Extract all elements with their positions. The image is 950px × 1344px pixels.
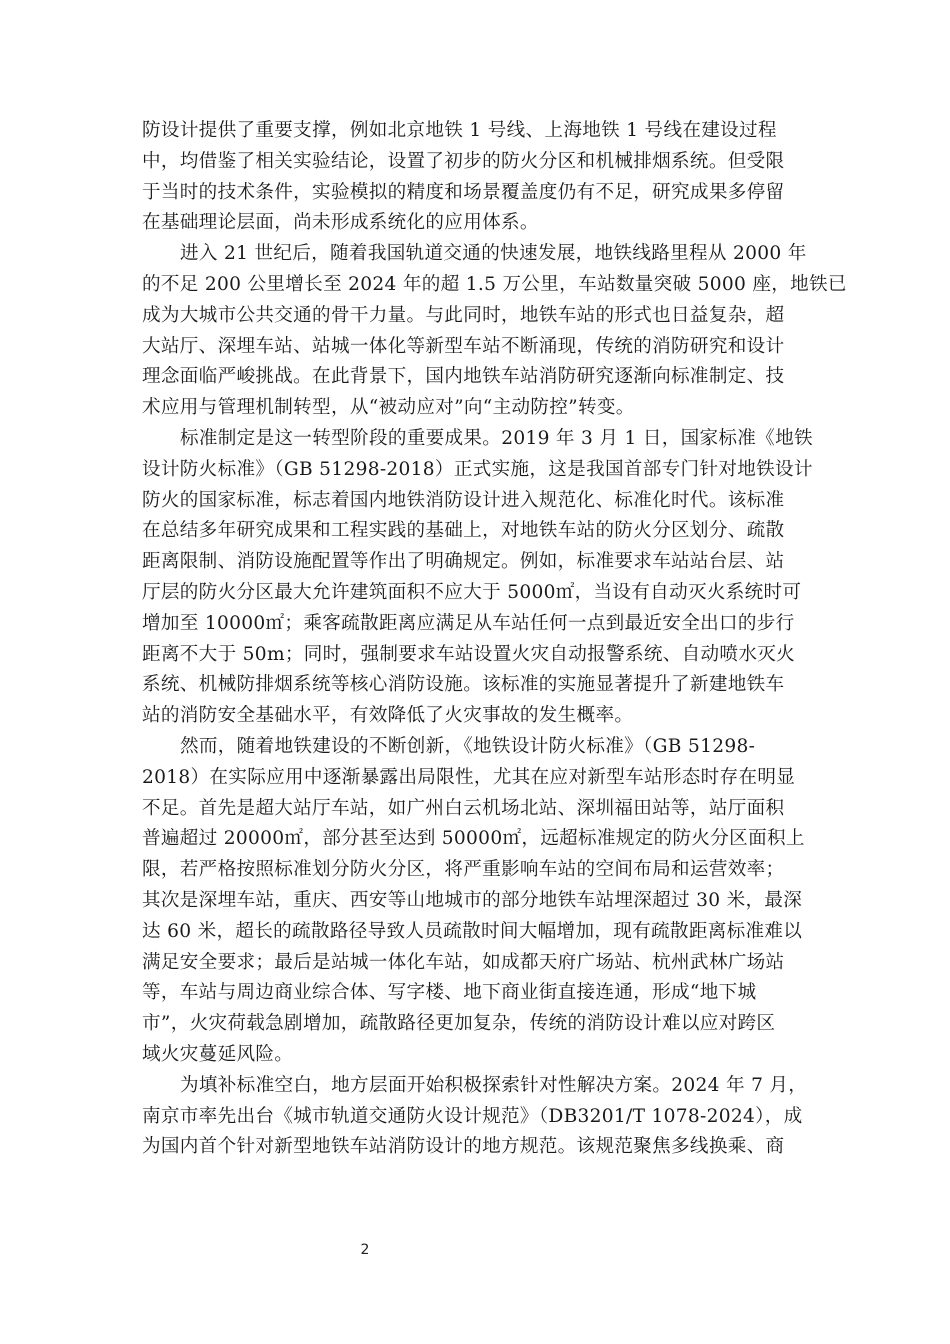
text-line: 标准制定是这一转型阶段的重要成果。2019 年 3 月 1 日，国家标准《地铁	[180, 427, 813, 449]
text-line: 防设计提供了重要支撑，例如北京地铁 1 号线、上海地铁 1 号线在建设过程	[142, 120, 777, 141]
text-line: 为填补标准空白，地方层面开始积极探索针对性解决方案。2024 年 7 月，	[180, 1074, 808, 1096]
text-line: 域火灾蔓延风险。	[142, 1043, 294, 1065]
text-line: 在基础理论层面，尚未形成系统化的应用体系。	[142, 212, 539, 234]
paragraph-5	[142, 1071, 808, 1163]
text-line: 于当时的技术条件，实验模拟的精度和场景覆盖度仍有不足，研究成果多停留	[142, 181, 785, 203]
text-line: 等，车站与周边商业综合体、写字楼、地下商业街直接连通，形成“地下城	[142, 982, 757, 1004]
text-line: 中，均借鉴了相关实验结论，设置了初步的防火分区和机械排烟系统。但受限	[142, 150, 785, 172]
page-number: 2	[360, 1242, 370, 1258]
text-line: 达 60 米，超长的疏散路径导致人员疏散时间大幅增加，现有疏散距离标准难以	[142, 920, 803, 942]
text-line: 成为大城市公共交通的骨干力量。与此同时，地铁车站的形式也日益复杂，超	[142, 304, 785, 326]
text-line: 普遍超过 20000㎡，部分甚至达到 50000㎡，远超标准规定的防火分区面积上	[142, 828, 805, 850]
text-line: 然而，随着地铁建设的不断创新，《地铁设计防火标准》（GB 51298-	[180, 735, 756, 757]
text-line: 系统、机械防排烟系统等核心消防设施。该标准的实施显著提升了新建地铁车	[142, 674, 785, 696]
text-line: 不足。首先是超大站厅车站，如广州白云机场北站、深圳福田站等，站厅面积	[142, 797, 785, 819]
text-line: 防火的国家标准，标志着国内地铁消防设计进入规范化、标准化时代。该标准	[142, 489, 785, 511]
text-line: 南京市率先出台《城市轨道交通防火设计规范》（DB3201/T 1078-2024），成	[142, 1105, 803, 1127]
text-line: 距离限制、消防设施配置等作出了明确规定。例如，标准要求车站站台层、站	[142, 551, 785, 573]
text-line: 其次是深埋车站，重庆、西安等山地城市的部分地铁车站埋深超过 30 米，最深	[142, 889, 803, 911]
text-line: 市”，火灾荷载急剧增加，疏散路径更加复杂，传统的消防设计难以应对跨区	[142, 1013, 776, 1035]
text-line: 2018）在实际应用中逐渐暴露出局限性，尤其在应对新型车站形态时存在明显	[142, 766, 796, 788]
text-line: 术应用与管理机制转型，从“被动应对”向“主动防控”转变。	[142, 397, 635, 419]
text-line: 厅层的防火分区最大允许建筑面积不应大于 5000㎡，当设有自动灭火系统时可	[142, 581, 802, 603]
text-line: 距离不大于 50m；同时，强制要求车站设置火灾自动报警系统、自动喷水灭火	[142, 643, 796, 665]
paragraph-1	[142, 116, 794, 239]
text-line: 的不足 200 公里增长至 2024 年的超 1.5 万公里，车站数量突破 5000 座，地铁已	[142, 273, 847, 295]
text-line: 设计防火标准》（GB 51298-2018）正式实施，这是我国首部专门针对地铁设计	[142, 458, 813, 480]
text-line: 进入 21 世纪后，随着我国轨道交通的快速发展，地铁线路里程从 2000 年	[180, 243, 807, 265]
paragraph-4	[142, 732, 805, 1071]
text-line: 在总结多年研究成果和工程实践的基础上，对地铁车站的防火分区划分、疏散	[142, 520, 785, 542]
text-line: 大站厅、深埋车站、站城一体化等新型车站不断涌现，传统的消防研究和设计	[142, 335, 785, 357]
paragraph-3	[142, 424, 813, 732]
body-text	[142, 116, 847, 1163]
paragraph-2	[142, 239, 847, 424]
text-line: 满足安全要求；最后是站城一体化车站，如成都天府广场站、杭州武林广场站	[142, 951, 785, 973]
text-line: 为国内首个针对新型地铁车站消防设计的地方规范。该规范聚焦多线换乘、商	[142, 1136, 785, 1158]
text-line: 理念面临严峻挑战。在此背景下，国内地铁车站消防研究逐渐向标准制定、技	[142, 366, 785, 388]
text-line: 限，若严格按照标准划分防火分区，将严重影响车站的空间布局和运营效率；	[142, 859, 785, 881]
text-line: 增加至 10000㎡；乘客疏散距离应满足从车站任何一点到最近安全出口的步行	[142, 612, 795, 634]
text-line: 站的消防安全基础水平，有效降低了火灾事故的发生概率。	[142, 705, 634, 727]
